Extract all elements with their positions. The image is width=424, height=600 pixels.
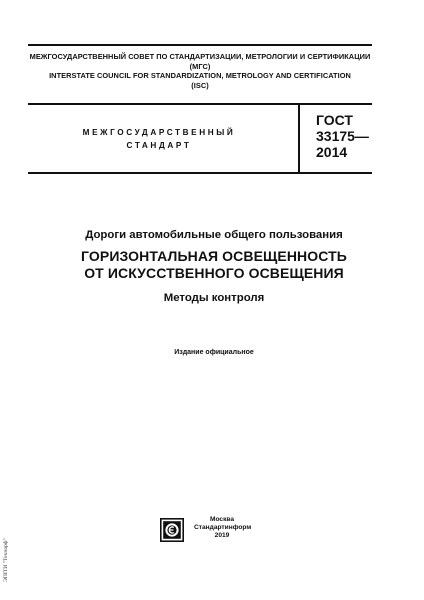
publisher-city: Москва [209,516,235,523]
council-name-en-line: INTERSTATE COUNCIL FOR STANDARDIZATION, METROLOGY AND CERTIFICATION [49,71,351,80]
interstate-line-2: СТАНДАРТ [126,141,192,150]
council-name-en [28,71,372,90]
document-title-line-2: ОТ ИСКУССТВЕННОГО ОСВЕЩЕНИЯ [84,264,344,281]
publisher-block [194,516,250,541]
side-stamp-text: ЭПІТИ "Технорф" [3,538,9,582]
edition-label: Издание официальное [174,349,254,356]
lower-rule [28,172,372,174]
gost-designation [316,112,369,160]
middle-rule [28,103,372,105]
document-methods: Методы контроля [163,292,265,304]
interstate-standard-label [28,126,290,152]
council-name-ru-line: МЕЖГОСУДАРСТВЕННЫЙ СОВЕТ ПО СТАНДАРТИЗАЦИИ, МЕТРОЛОГИИ И СЕРТИФИКАЦИИ [29,52,371,61]
document-title-line-1: ГОРИЗОНТАЛЬНАЯ ОСВЕЩЕННОСТЬ [81,248,347,264]
interstate-line-1: МЕЖГОСУДАРСТВЕННЫЙ [82,128,236,137]
document-title [28,248,400,281]
document-subtitle: Дороги автомобильные общего пользования [85,229,343,241]
standartinform-logo-icon [160,518,184,542]
gost-year: 2014 [316,144,348,160]
publisher-year: 2019 [214,532,230,540]
council-name-ru [28,52,372,71]
designation-divider [298,103,300,173]
gost-number: 33175— [316,128,369,144]
gost-label: ГОСТ [316,112,353,128]
publisher-name: Стандартинформ [194,524,252,532]
council-abbr-en: (ISC) [191,80,209,90]
council-abbr-ru: (МГС) [189,61,211,71]
top-rule [28,44,372,46]
side-stamp [1,525,11,595]
